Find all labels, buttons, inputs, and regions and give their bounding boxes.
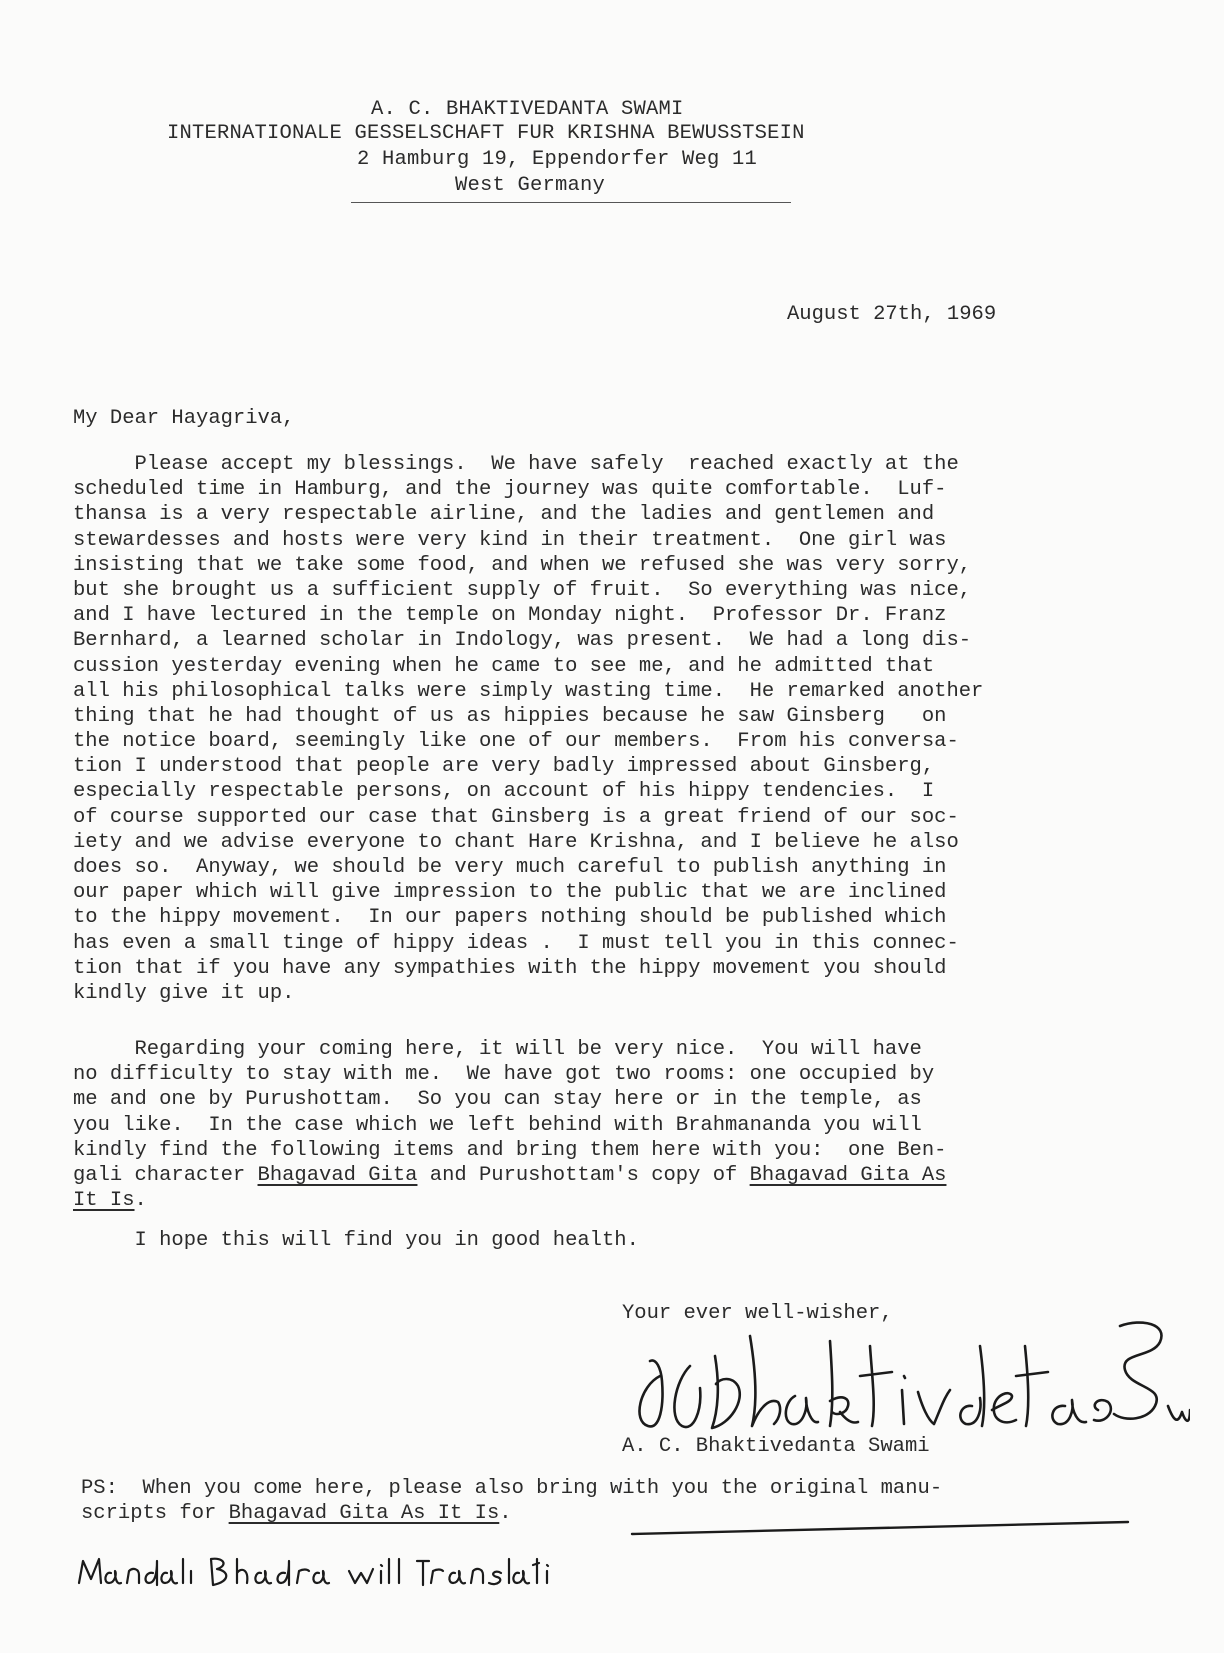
paragraph-line: of course supported our case that Ginsberg is a great friend of our soc-: [73, 805, 959, 829]
paragraph-line: Please accept my blessings. We have safely reached exactly at the: [73, 453, 959, 476]
paragraph-line: no difficulty to stay with me. We have got two rooms: one occupied by: [73, 1063, 935, 1087]
paragraph-line: iety and we advise everyone to chant Hare Krishna, and I believe he also: [73, 830, 959, 854]
paragraph-line: has even a small tinge of hippy ideas . I must tell you in this connec-: [73, 931, 959, 955]
paragraph-line: and I have lectured in the temple on Monday night. Professor Dr. Franz: [73, 604, 947, 628]
handwritten-note: [77, 1551, 577, 1601]
paragraph-line: Bernhard, a learned scholar in Indology, was present. We had a long dis-: [73, 629, 972, 653]
paragraph-line: tion that if you have any sympathies with the hippy movement you should: [73, 956, 947, 980]
book-title-underlined: Bhagavad Gita As: [749, 1163, 947, 1187]
paragraph-line: kindly find the following items and bring them here with you: one Ben-: [73, 1138, 947, 1162]
letter-date: August 27th, 1969: [787, 303, 997, 326]
paragraph-line: but she brought us a sufficient supply of fruit. So everything was nice,: [73, 578, 972, 602]
paragraph-line: me and one by Purushottam. So you can stay here or in the temple, as: [73, 1088, 922, 1112]
paragraph-line: kindly give it up.: [73, 981, 295, 1005]
paragraph-line: does so. Anyway, we should be very much careful to publish anything in: [73, 856, 947, 879]
paragraph-line: tion I understood that people are very badly impressed about Ginsberg,: [73, 755, 935, 779]
paragraph-line: [73, 1163, 1093, 1188]
handwritten-signature: [620, 1306, 1190, 1436]
text-run: .: [134, 1189, 147, 1213]
salutation: My Dear Hayagriva,: [73, 407, 295, 430]
typed-signature-name: A. C. Bhaktivedanta Swami: [622, 1435, 930, 1458]
text-run: .: [499, 1502, 512, 1526]
handwritten-rule: [630, 1520, 1130, 1540]
book-title-underlined: Bhagavad Gita: [257, 1163, 418, 1187]
paragraph-line: scheduled time in Hamburg, and the journey was quite comfortable. Luf-: [73, 478, 947, 502]
paragraph-line: to the hippy movement. In our papers nothing should be published which: [73, 906, 947, 930]
paragraph-line: [73, 1188, 1093, 1213]
letterhead-society: INTERNATIONALE GESSELSCHAFT FUR KRISHNA BEWUSSTSEIN: [167, 122, 805, 145]
text-run: gali character: [73, 1163, 258, 1187]
closing-phrase: Your ever well-wisher,: [622, 1302, 893, 1325]
paragraph-2: [73, 1037, 1093, 1213]
text-run: and Purushottam's copy of: [417, 1163, 750, 1187]
paragraph-line: thing that he had thought of us as hippies because he saw Ginsberg on: [73, 704, 947, 728]
book-title-underlined: It Is: [73, 1189, 135, 1213]
paragraph-line: Regarding your coming here, it will be very nice. You will have: [73, 1038, 922, 1061]
paragraph-3: [73, 1228, 1093, 1253]
postscript: [81, 1476, 1101, 1526]
paragraph-line: thansa is a very respectable airline, and the ladies and gentlemen and: [73, 503, 935, 527]
paragraph-line: all his philosophical talks were simply wasting time. He remarked another: [73, 679, 984, 703]
paragraph-line: stewardesses and hosts were very kind in their treatment. One girl was: [73, 528, 947, 552]
paragraph-line: especially respectable persons, on account of his hippy tendencies. I: [73, 780, 935, 804]
paragraph-line: the notice board, seemingly like one of our members. From his conversa-: [73, 730, 959, 754]
paragraph-line: cussion yesterday evening when he came to see me, and he admitted that: [73, 654, 935, 678]
postscript-line: PS: When you come here, please also bring with you the original manu-: [81, 1477, 943, 1500]
letterhead-name: A. C. BHAKTIVEDANTA SWAMI: [371, 98, 684, 121]
paragraph-line: you like. In the case which we left behind with Brahmananda you will: [73, 1113, 922, 1137]
paragraph-line: I hope this will find you in good health.: [73, 1229, 639, 1252]
paragraph-line: insisting that we take some food, and when we refused she was very sorry,: [73, 553, 972, 577]
paragraph-line: our paper which will give impression to the public that we are inclined: [73, 881, 947, 905]
letterhead-country: West Germany: [455, 174, 606, 197]
paragraph-1: [73, 452, 1093, 1006]
book-title-underlined: Bhagavad Gita As It Is: [228, 1502, 500, 1526]
letterhead-address: 2 Hamburg 19, Eppendorfer Weg 11: [357, 148, 758, 171]
letterhead-divider: [351, 202, 791, 203]
text-run: scripts for: [81, 1502, 229, 1526]
